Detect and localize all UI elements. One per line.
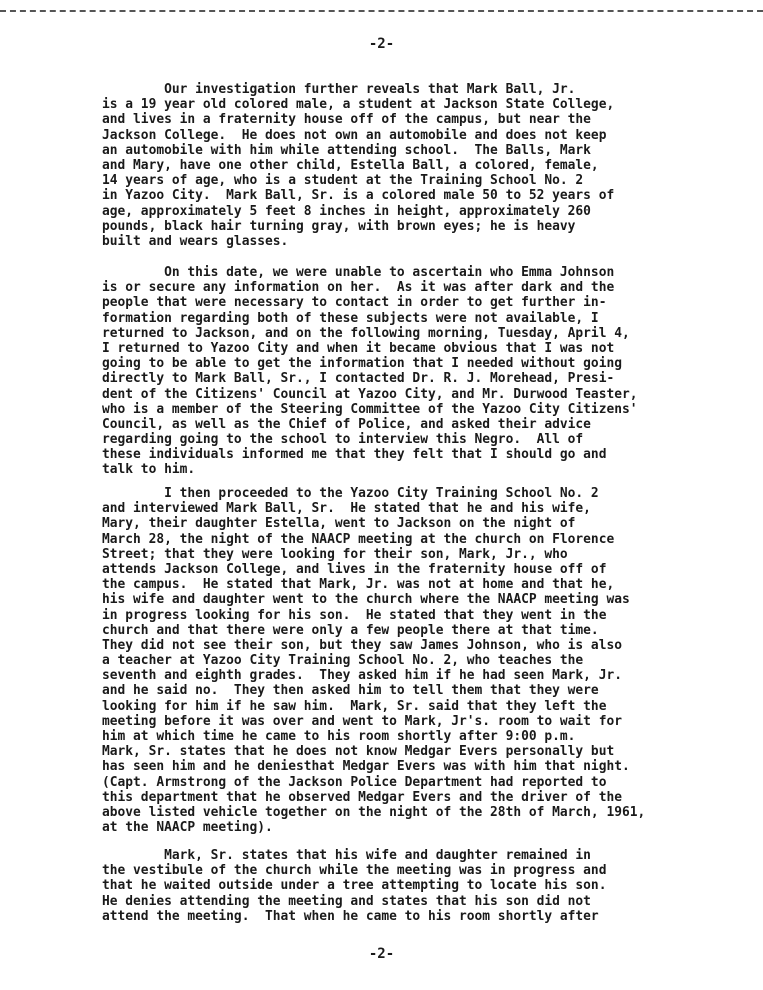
text-line: I then proceeded to the Yazoo City Training School No. 2 <box>102 486 599 501</box>
paragraph-1 <box>102 82 722 249</box>
text-line: church and that there were only a few people there at that time. <box>102 622 599 638</box>
text-line: I returned to Yazoo City and when it became obvious that I was not <box>102 340 615 356</box>
paragraph-3 <box>102 486 722 835</box>
text-line: Jackson College. He does not own an automobile and does not keep <box>102 127 607 143</box>
text-line: returned to Jackson, and on the following morning, Tuesday, April 4, <box>102 325 630 341</box>
text-line: and lives in a fraternity house off of the campus, but near the <box>102 112 591 128</box>
text-line: going to be able to get the information that I needed without going <box>102 356 622 372</box>
text-line: age, approximately 5 feet 8 inches in height, approximately 260 <box>102 203 591 219</box>
text-line: people that were necessary to contact in order to get further in- <box>102 295 607 311</box>
text-line: meeting before it was over and went to Mark, Jr's. room to wait for <box>102 713 622 729</box>
text-line: He denies attending the meeting and states that his son did not <box>102 893 591 909</box>
text-line: and he said no. They then asked him to tell them that they were <box>102 683 599 699</box>
text-line: has seen him and he deniesthat Medgar Evers was with him that night. <box>102 759 630 775</box>
text-line: and Mary, have one other child, Estella Ball, a colored, female, <box>102 157 599 173</box>
text-line: the campus. He stated that Mark, Jr. was not at home and that he, <box>102 577 615 593</box>
text-line: 14 years of age, who is a student at the Training School No. 2 <box>102 173 584 189</box>
text-line: built and wears glasses. <box>102 233 289 249</box>
text-line: looking for him if he saw him. Mark, Sr. said that they left the <box>102 698 607 714</box>
text-line: these individuals informed me that they felt that I should go and <box>102 447 607 463</box>
text-line: pounds, black hair turning gray, with brown eyes; he is heavy <box>102 218 576 234</box>
text-line: formation regarding both of these subjects were not available, I <box>102 310 599 326</box>
text-line: an automobile with him while attending school. The Balls, Mark <box>102 142 591 158</box>
text-line: the vestibule of the church while the meeting was in progress and <box>102 863 607 879</box>
text-line: this department that he observed Medgar Evers and the driver of the <box>102 789 622 805</box>
text-line: talk to him. <box>102 462 196 478</box>
text-line: Mark, Sr. states that his wife and daughter remained in <box>102 848 591 863</box>
page-number-bottom: -2- <box>368 946 395 962</box>
text-line: Our investigation further reveals that Mark Ball, Jr. <box>102 82 576 97</box>
text-line: directly to Mark Ball, Sr., I contacted Dr. R. J. Morehead, Presi- <box>102 371 615 387</box>
paragraph-2 <box>102 265 722 478</box>
text-line: Mary, their daughter Estella, went to Jackson on the night of <box>102 516 576 532</box>
text-line: in Yazoo City. Mark Ball, Sr. is a colored male 50 to 52 years of <box>102 188 615 204</box>
text-line: who is a member of the Steering Committee of the Yazoo City Citizens' <box>102 401 638 417</box>
text-line: him at which time he came to his room shortly after 9:00 p.m. <box>102 729 576 744</box>
page-top-rule <box>0 0 763 12</box>
text-line: attend the meeting. That when he came to his room shortly after <box>102 908 599 924</box>
text-line: at the NAACP meeting). <box>102 820 273 836</box>
text-line: March 28, the night of the NAACP meeting at the church on Florence <box>102 531 615 547</box>
text-line: in progress looking for his son. He stated that they went in the <box>102 607 607 623</box>
text-line: his wife and daughter went to the church where the NAACP meeting was <box>102 592 630 608</box>
text-line: that he waited outside under a tree attempting to locate his son. <box>102 878 607 894</box>
text-line: Mark, Sr. states that he does not know Medgar Evers personally but <box>102 744 615 760</box>
text-line: (Capt. Armstrong of the Jackson Police Department had reported to <box>102 774 607 790</box>
text-line: dent of the Citizens' Council at Yazoo City, and Mr. Durwood Teaster, <box>102 386 638 402</box>
text-line: They did not see their son, but they saw James Johnson, who is also <box>102 637 622 653</box>
text-line: On this date, we were unable to ascertain who Emma Johnson <box>102 265 615 280</box>
paragraph-4 <box>102 848 722 924</box>
text-line: is or secure any information on her. As it was after dark and the <box>102 280 615 296</box>
text-line: Council, as well as the Chief of Police, and asked their advice <box>102 416 591 432</box>
text-line: above listed vehicle together on the night of the 28th of March, 1961, <box>102 804 646 820</box>
text-line: attends Jackson College, and lives in the fraternity house off of <box>102 561 607 577</box>
text-line: a teacher at Yazoo City Training School No. 2, who teaches the <box>102 653 584 669</box>
text-line: Street; that they were looking for their son, Mark, Jr., who <box>102 546 568 562</box>
text-line: seventh and eighth grades. They asked him if he had seen Mark, Jr. <box>102 668 622 684</box>
text-line: is a 19 year old colored male, a student at Jackson State College, <box>102 97 615 113</box>
text-line: regarding going to the school to interview this Negro. All of <box>102 432 584 448</box>
page-number-top: -2- <box>368 36 395 52</box>
text-line: and interviewed Mark Ball, Sr. He stated that he and his wife, <box>102 501 591 517</box>
